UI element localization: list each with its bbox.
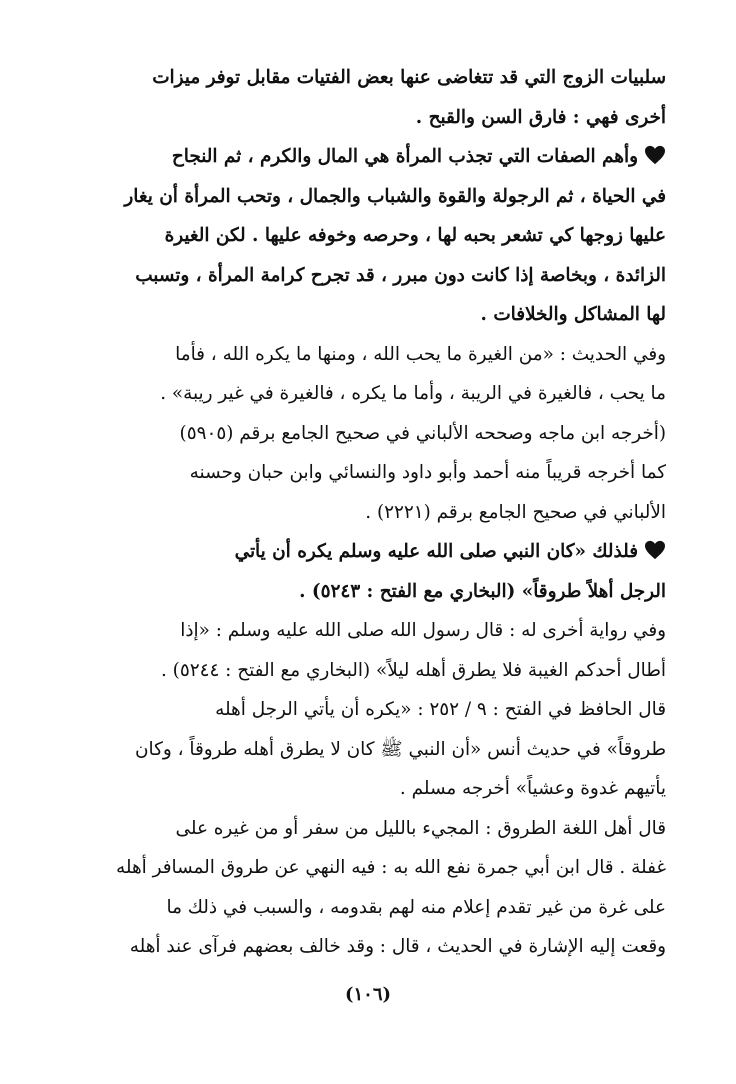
- text-line: [62, 572, 666, 612]
- text-line-content: وفي الحديث : «من الغيرة ما يحب الله ، ومنها ما يكره الله ، فأما: [175, 343, 666, 365]
- heart-icon: [644, 145, 666, 165]
- text-line: [62, 888, 666, 928]
- text-line: [62, 690, 666, 730]
- text-line: [62, 177, 666, 217]
- text-line-content: قال الحافظ في الفتح : ٩ / ٢٥٢ : «يكره أن يأتي الرجل أهله: [215, 699, 666, 720]
- text-line-content: يأتيهم غدوة وعشياً» أخرجه مسلم .: [399, 778, 666, 799]
- text-line: [62, 730, 666, 770]
- text-line-content: لها المشاكل والخلافات .: [480, 304, 666, 325]
- text-line-content: أخرى فهي : فارق السن والقبح .: [415, 106, 666, 128]
- text-line-content: فلذلك «كان النبي صلى الله عليه وسلم يكره أن يأتي: [234, 541, 638, 562]
- body-text: [62, 58, 666, 967]
- text-line: [62, 295, 666, 335]
- text-line-content: على غرة من غير تقدم إعلام منه لهم بقدومه ، والسبب في ذلك ما: [166, 896, 666, 918]
- text-line-content: أطال أحدكم الغيبة فلا يطرق أهله ليلاً» (البخاري مع الفتح : ٥٢٤٤) .: [160, 659, 666, 681]
- text-line-content: غفلة . قال ابن أبي جمرة نفع الله به : فيه النهي عن طروق المسافر أهله: [116, 857, 666, 878]
- text-line: [62, 335, 666, 375]
- text-line: [62, 137, 666, 177]
- text-line-content: قال أهل اللغة الطروق : المجيء بالليل من سفر أو من غيره على: [175, 817, 666, 839]
- text-line: [62, 58, 666, 98]
- heart-icon: [644, 540, 666, 560]
- text-line: [62, 809, 666, 849]
- text-line: [62, 848, 666, 888]
- text-line-content: الزائدة ، وبخاصة إذا كانت دون مبرر ، قد تجرح كرامة المرأة ، وتسبب: [135, 264, 666, 286]
- text-line: [62, 769, 666, 809]
- text-line: [62, 414, 666, 454]
- text-line-content: ما يحب ، فالغيرة في الريبة ، وأما ما يكره ، فالغيرة في غير ريبة» .: [160, 383, 666, 404]
- text-line-content: طروقاً» في حديث أنس «أن النبي ﷺ كان لا يطرق أهله طروقاً ، وكان: [135, 738, 666, 760]
- text-line: [62, 453, 666, 493]
- page-number: (١٠٦): [344, 984, 392, 1005]
- text-line: [62, 651, 666, 691]
- text-line: [62, 98, 666, 138]
- text-line: [62, 532, 666, 572]
- text-line-content: سلبيات الزوج التي قد تتغاضى عنها بعض الفتيات مقابل توفر ميزات: [152, 67, 666, 88]
- text-line: [62, 216, 666, 256]
- text-line-content: وقعت إليه الإشارة في الحديث ، قال : وقد خالف بعضهم فرآى عند أهله: [129, 936, 666, 957]
- text-line: [62, 927, 666, 967]
- text-line-content: في الحياة ، ثم الرجولة والقوة والشباب والجمال ، وتحب المرأة أن يغار: [124, 185, 666, 207]
- text-line: [62, 611, 666, 651]
- text-line-content: الألباني في صحيح الجامع برقم (٢٢٢١) .: [365, 501, 666, 523]
- text-line-content: الرجل أهلاً طروقاً» (البخاري مع الفتح : ٥٢٤٣) .: [299, 580, 666, 602]
- text-line: [62, 256, 666, 296]
- text-line: [62, 374, 666, 414]
- text-line-content: (أخرجه ابن ماجه وصححه الألباني في صحيح الجامع برقم (٥٩٠٥): [179, 422, 666, 444]
- text-line-content: وفي رواية أخرى له : قال رسول الله صلى الله عليه وسلم : «إذا: [180, 620, 666, 641]
- text-line-content: كما أخرجه قريباً منه أحمد وأبو داود والنسائي وابن حبان وحسنه: [189, 462, 666, 483]
- text-line-content: وأهم الصفات التي تجذب المرأة هي المال والكرم ، ثم النجاح: [171, 146, 638, 167]
- text-line: [62, 493, 666, 533]
- text-line-content: عليها زوجها كي تشعر بحبه لها ، وحرصه وخوفه عليها . لكن الغيرة: [164, 225, 666, 246]
